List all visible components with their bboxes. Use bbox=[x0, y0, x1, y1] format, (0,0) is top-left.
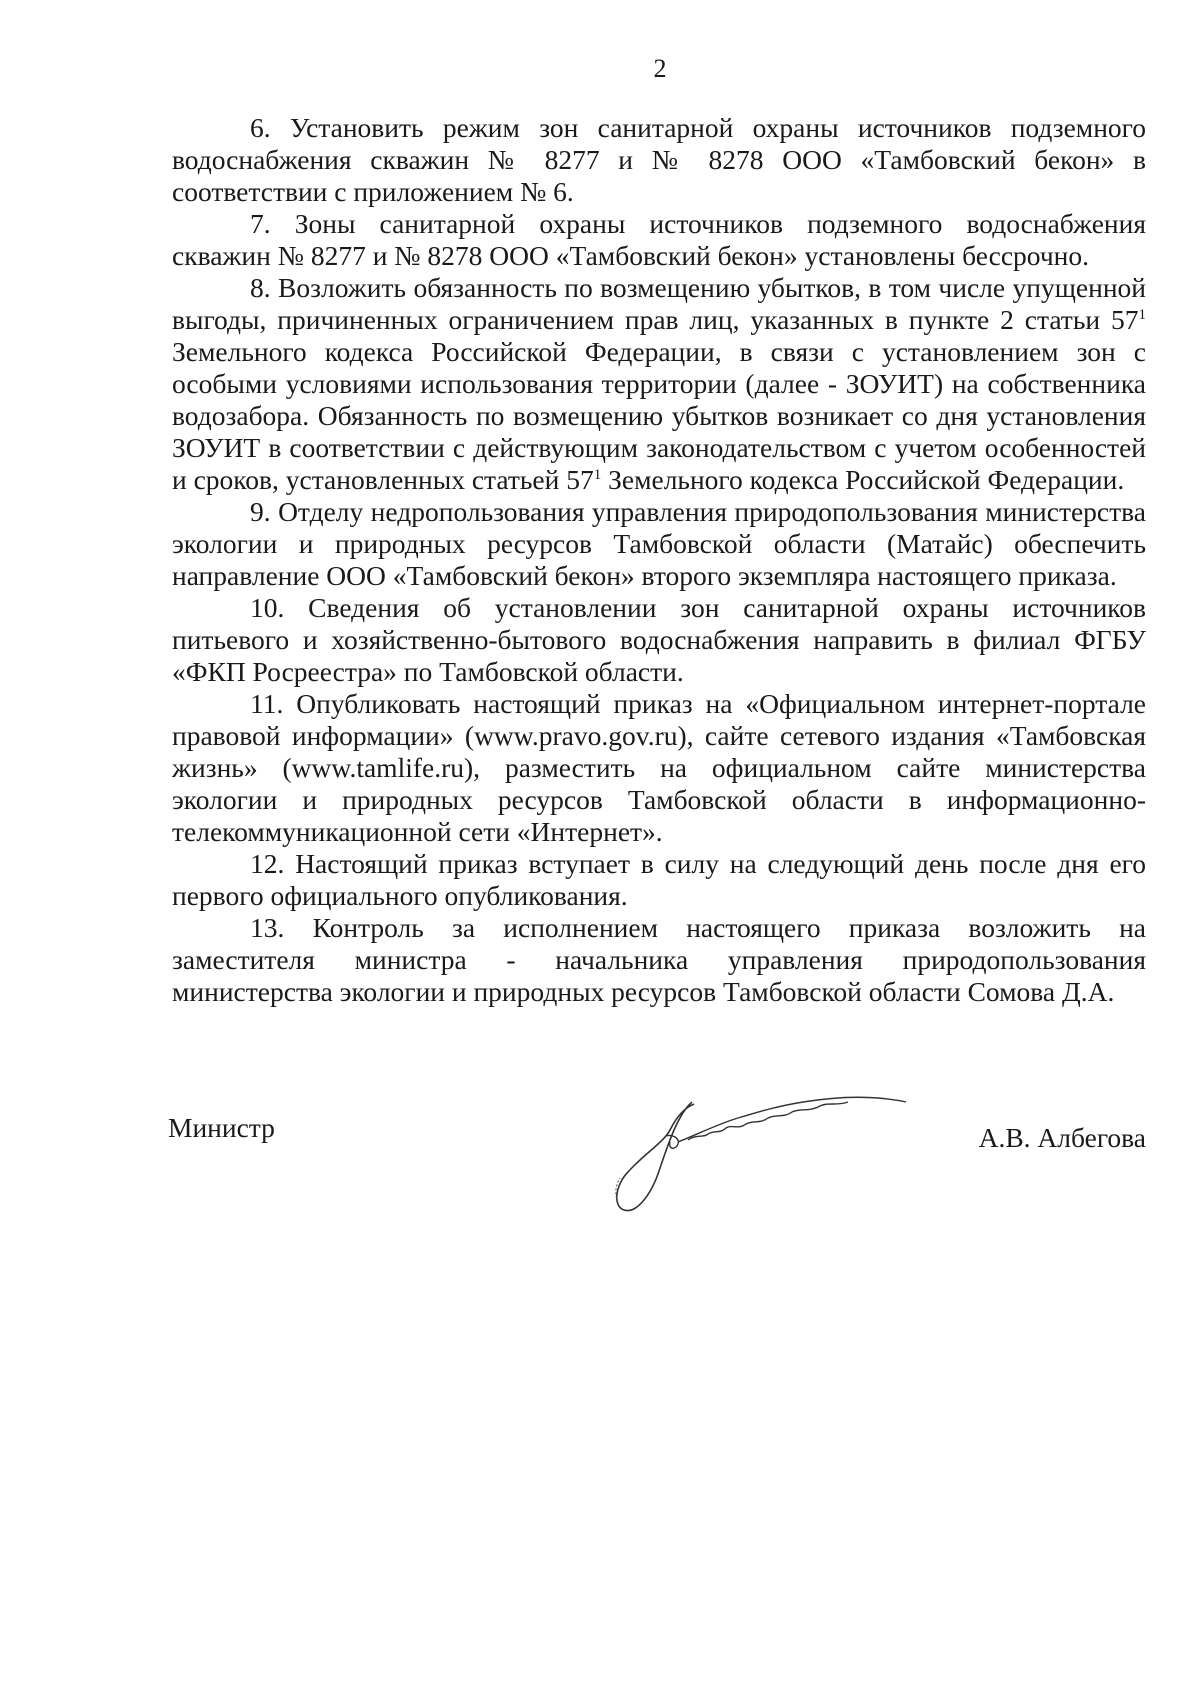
paragraph-number: 6. bbox=[250, 112, 271, 143]
paragraph-text: Земельного кодекса Российской Федерации, в связи с установлением зон с особыми условиями использования территории (далее - ЗОУИТ) на собственника водозабора. Обязанность по возмещению убытков возникает со дня установления ЗОУИТ в соответствии с действующим законодательством с учетом особенностей и сроков, установленных статьей 57 bbox=[172, 336, 1146, 495]
paragraph-text: Земельного кодекса Российской Федерации. bbox=[601, 464, 1125, 495]
signatory-name: А.В. Албегова bbox=[978, 1122, 1146, 1153]
paragraph-text: Возложить обязанность по возмещению убытков, в том числе упущенной выгоды, причиненных ограничением прав лиц, указанных в пункте 2 статьи 57 bbox=[172, 272, 1147, 335]
paragraph-text: Отделу недропользования управления природопользования министерства экологии и природных ресурсов Тамбовской области (Матайс) обеспечить направление ООО «Тамбовский бекон» второго экземпляра настоящего приказа. bbox=[172, 496, 1146, 591]
signatory-title: Министр bbox=[168, 1112, 275, 1143]
paragraph-text: Установить режим зон санитарной охраны источников подземного водоснабжения скважин № 8277 и № 8278 ООО «Тамбовский бекон» в соответствии с приложением № 6. bbox=[172, 112, 1146, 207]
paragraph-11 bbox=[172, 688, 1146, 848]
paragraph-10 bbox=[172, 592, 1146, 688]
page-number: 2 bbox=[653, 54, 667, 83]
paragraph-7 bbox=[172, 208, 1146, 272]
paragraph-number: 8. bbox=[250, 272, 271, 303]
paragraph-13 bbox=[172, 912, 1146, 1008]
paragraph-text: Настоящий приказ вступает в силу на следующий день после дня его первого официального опубликования. bbox=[172, 848, 1147, 911]
paragraph-number: 12. bbox=[250, 848, 285, 879]
handwritten-signature bbox=[588, 1084, 908, 1234]
document-body bbox=[172, 112, 1146, 1008]
superscript: 1 bbox=[1138, 306, 1146, 323]
paragraph-text: Опубликовать настоящий приказ на «Официальном интернет-портале правовой информации» (www.pravo.gov.ru), сайте сетевого издания «Тамбовская жизнь» (www.tamlife.ru), разместить на официальном сайте министерства экологии и природных ресурсов Тамбовской области в информационно-телекоммуникационной сети «Интернет». bbox=[172, 688, 1146, 847]
signature-block bbox=[168, 1112, 1146, 1232]
paragraph-9 bbox=[172, 496, 1146, 592]
paragraph-text: Контроль за исполнением настоящего приказа возложить на заместителя министра - начальника управления природопользования министерства экологии и природных ресурсов Тамбовской области Сомова Д.А. bbox=[172, 912, 1147, 1007]
paragraph-text: Сведения об установлении зон санитарной охраны источников питьевого и хозяйственно-бытового водоснабжения направить в филиал ФГБУ «ФКП Росреестра» по Тамбовской области. bbox=[172, 592, 1146, 687]
paragraph-number: 11. bbox=[250, 688, 284, 719]
paragraph-8 bbox=[172, 272, 1146, 496]
paragraph-text: Зоны санитарной охраны источников подземного водоснабжения скважин № 8277 и № 8278 ООО «Тамбовский бекон» установлены бессрочно. bbox=[172, 208, 1147, 271]
paragraph-12 bbox=[172, 848, 1146, 912]
paragraph-number: 10. bbox=[250, 592, 285, 623]
paragraph-number: 7. bbox=[250, 208, 271, 239]
paragraph-number: 13. bbox=[250, 912, 285, 943]
superscript: 1 bbox=[593, 466, 602, 483]
paragraph-number: 9. bbox=[250, 496, 271, 527]
paragraph-6 bbox=[172, 112, 1146, 208]
